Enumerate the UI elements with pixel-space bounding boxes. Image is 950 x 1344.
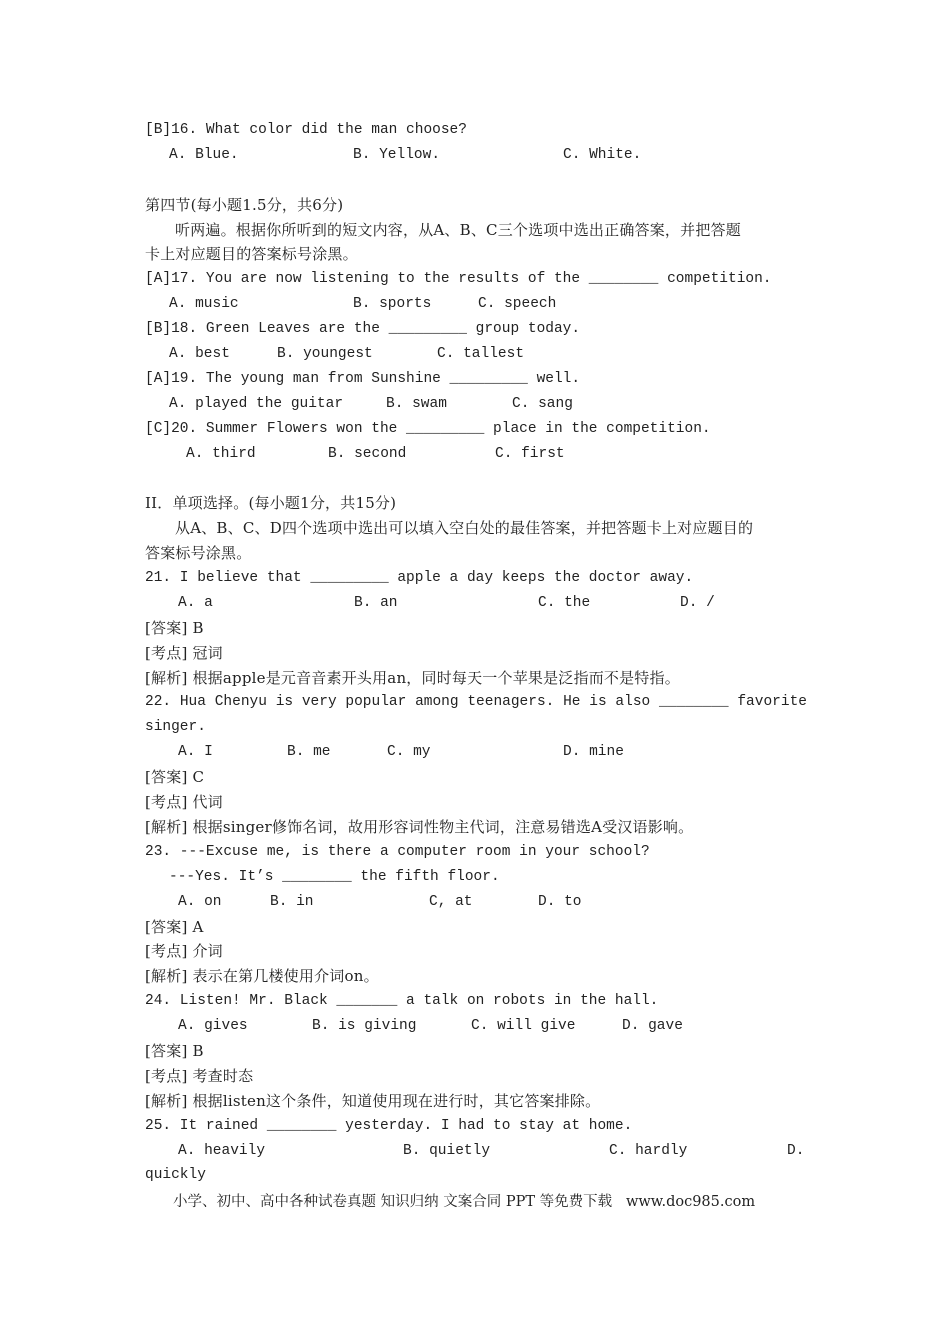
q25-option-d-text: quickly xyxy=(145,1167,206,1184)
q16-options xyxy=(145,143,807,168)
q20-option-a: A. third xyxy=(186,445,256,462)
footer-text: 小学、初中、高中各种试卷真题 知识归纳 文案合同 PPT 等免费下载 www.doc985.com xyxy=(173,1194,756,1210)
q24-option-a: A. gives xyxy=(178,1018,248,1035)
part2-title: II．单项选择。(每小题1分，共15分) xyxy=(145,494,397,513)
q22-answer: [答案] C xyxy=(145,768,205,787)
q18-option-b: B. youngest xyxy=(277,346,373,363)
q19-option-a: A. played the guitar xyxy=(169,395,344,412)
q22-stem-line2: singer. xyxy=(145,719,206,736)
q16-stem: [B]16. What color did the man choose? xyxy=(145,122,467,138)
q22-option-d: D. mine xyxy=(563,744,624,761)
q21-option-d: D. / xyxy=(680,594,715,611)
q24-stem: 24. Listen! Mr. Black _______ a talk on robots in the hall. xyxy=(145,993,659,1010)
q20-options xyxy=(145,442,807,467)
word: 22. xyxy=(145,694,172,711)
q25-stem: 25. It rained ________ yesterday. I had to stay at home. xyxy=(145,1117,633,1134)
q24-point: [考点] 考查时态 xyxy=(145,1066,254,1085)
q16-option-b: B. Yellow. xyxy=(353,146,441,163)
q24-answer: [答案] B xyxy=(145,1041,204,1060)
q18-option-a: A. best xyxy=(169,346,230,363)
q24-option-d: D. gave xyxy=(622,1018,683,1035)
word: also xyxy=(615,694,651,711)
word: is xyxy=(275,694,294,711)
section4-title: 第四节(每小题1.5分，共6分) xyxy=(145,195,344,214)
q24-option-b: B. is giving xyxy=(312,1018,417,1035)
q19-option-b: B. swam xyxy=(386,395,447,412)
q17-stem: [A]17. You are now listening to the results of the ________ competition. xyxy=(145,271,772,288)
word: among xyxy=(415,694,459,711)
word: He xyxy=(563,694,581,711)
q25-option-b: B. quietly xyxy=(403,1142,491,1159)
q22-analysis: [解析] 根据singer修饰名词，故用形容词性物主代词，注意易错选A受汉语影响。 xyxy=(145,817,694,836)
part2-instruction-line1: 从A、B、C、D四个选项中选出可以填入空白处的最佳答案，并把答题卡上对应题目的 xyxy=(175,519,754,538)
q23-option-c: C, at xyxy=(429,893,473,910)
q19-option-c: C. sang xyxy=(512,395,573,412)
q21-point: [考点] 冠词 xyxy=(145,643,223,662)
q16-option-c: C. White. xyxy=(563,146,642,163)
q17-options xyxy=(145,292,807,317)
q18-option-c: C. tallest xyxy=(437,346,525,363)
q21-analysis: [解析] 根据apple是元音音素开头用an，同时每天一个苹果是泛指而不是特指。 xyxy=(145,668,680,687)
q17-option-a: A. music xyxy=(169,296,239,313)
q23-option-d: D. to xyxy=(538,893,582,910)
q22-options xyxy=(145,740,807,765)
q22-option-b: B. me xyxy=(287,744,331,761)
q22-option-c: C. my xyxy=(387,744,431,761)
q25-option-c: C. hardly xyxy=(609,1142,688,1159)
q19-options xyxy=(145,392,807,417)
q25-option-a: A. heavily xyxy=(178,1142,266,1159)
q17-option-c: C. speech xyxy=(478,296,557,313)
q18-options xyxy=(145,342,807,367)
q25-option-d: D. xyxy=(787,1142,805,1159)
q22-stem-line1 xyxy=(145,690,807,715)
word: very xyxy=(301,694,337,711)
q21-option-a: A. a xyxy=(178,594,213,611)
q18-stem: [B]18. Green Leaves are the _________ group today. xyxy=(145,321,581,338)
word: ________ xyxy=(658,694,729,711)
q21-option-b: B. an xyxy=(354,594,398,611)
q21-option-c: C. the xyxy=(538,594,591,611)
q20-stem: [C]20. Summer Flowers won the _________ place in the competition. xyxy=(145,420,711,437)
word: Hua xyxy=(179,694,206,711)
q23-stem-line2: ---Yes. It’s ________ the fifth floor. xyxy=(169,868,500,885)
q19-stem: [A]19. The young man from Sunshine _________ well. xyxy=(145,370,581,387)
q21-options xyxy=(145,591,807,616)
q23-stem-line1: 23. ---Excuse me, is there a computer room in your school? xyxy=(145,843,650,860)
exam-page xyxy=(145,118,807,1188)
q20-option-c: C. first xyxy=(495,445,565,462)
word: teenagers. xyxy=(467,694,555,711)
q25-options xyxy=(145,1139,807,1164)
q23-options xyxy=(145,890,807,915)
word: is xyxy=(589,694,607,711)
part2-instruction-line2: 答案标号涂黑。 xyxy=(145,544,252,563)
section4-instruction-line2: 卡上对应题目的答案标号涂黑。 xyxy=(145,245,358,264)
q21-answer: [答案] B xyxy=(145,618,204,637)
q24-option-c: C. will give xyxy=(471,1018,576,1035)
section4-instruction-line1: 听两遍。根据你所听到的短文内容，从A、B、C三个选项中选出正确答案，并把答题 xyxy=(175,220,741,239)
q23-point: [考点] 介词 xyxy=(145,942,223,961)
q20-option-b: B. second xyxy=(328,445,407,462)
word: favorite xyxy=(737,694,807,711)
q24-analysis: [解析] 根据listen这个条件，知道使用现在进行时，其它答案排除。 xyxy=(145,1091,601,1110)
word: popular xyxy=(345,694,407,711)
q16-option-a: A. Blue. xyxy=(169,146,239,163)
q23-analysis: [解析] 表示在第几楼使用介词on。 xyxy=(145,967,379,986)
q23-option-b: B. in xyxy=(270,893,314,910)
q21-stem: 21. I believe that _________ apple a day keeps the doctor away. xyxy=(145,570,694,587)
q22-option-a: A. I xyxy=(178,744,213,761)
word: Chenyu xyxy=(214,694,267,711)
q24-options xyxy=(145,1014,807,1039)
q23-option-a: A. on xyxy=(178,893,222,910)
q22-point: [考点] 代词 xyxy=(145,793,223,812)
q23-answer: [答案] A xyxy=(145,917,204,936)
q17-option-b: B. sports xyxy=(353,296,432,313)
